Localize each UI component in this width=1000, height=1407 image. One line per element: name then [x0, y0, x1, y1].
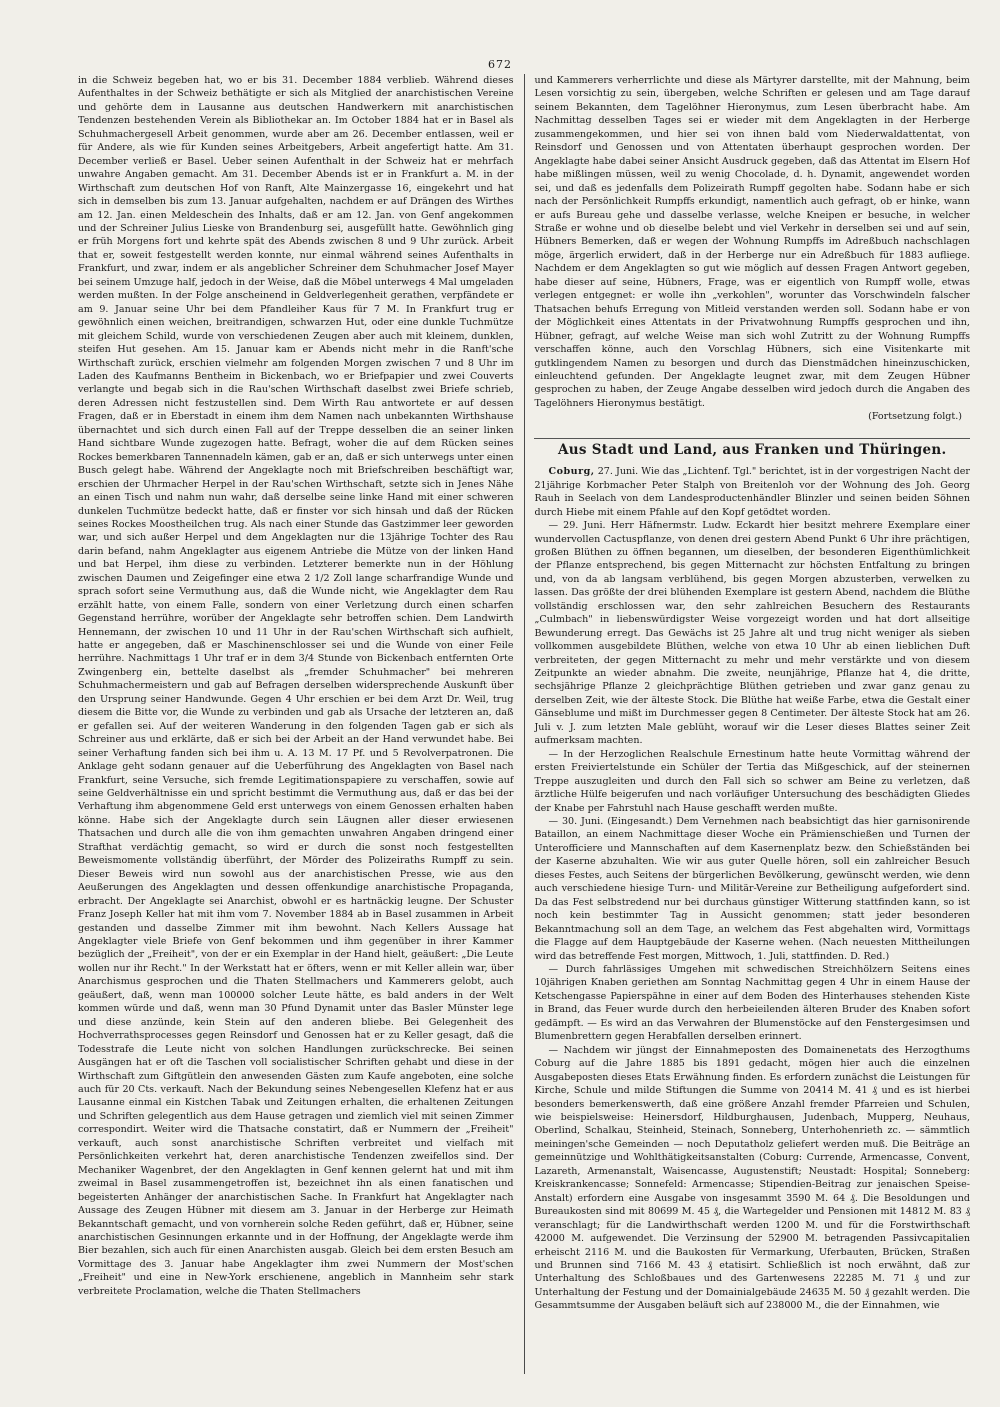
section-heading: Aus Stadt und Land, aus Franken und Thüringen.	[534, 438, 970, 457]
article-coburg	[534, 465, 970, 519]
right-column-continuation: und Kammerers verherrlichte und diese als Märtyrer darstellte, mit der Mahnung, beim Lesen vorsichtig zu sein, übergeben, welche Schriften er gelesen und am Tage darauf seinem Bekannten, dem Tagelöhner Hieronymus, zum Lesen überbracht habe. Am Nachmittag desselben Tages sei er wieder mit dem Angeklagten in der Herberge zusammengekommen, und hier sei von ihnen bald vom Niederwaldattentat, von Reinsdorf und Genossen und von Attentaten überhaupt gesprochen worden. Der Angeklagte habe dabei seiner Ansicht Ausdruck gegeben, daß das Attentat im Elsern Hof habe mißlingen müssen, weil zu wenig Chocolade, d. h. Dynamit, angewendet worden sei, und daß es jedenfalls dem Polizeirath Rumpff gegolten habe. Sodann habe er sich nach der Persönlichkeit Rumpffs erkundigt, namentlich auch gefragt, ob er hinke, wann er aufs Bureau gehe und dasselbe verlasse, welche Kneipen er besuche, in welcher Straße er wohne und ob dieselbe belebt und viel Verkehr in derselben sei und auf sein, Hübners Bemerken, daß er wegen der Wohnung Rumpffs im Adreßbuch nachschlagen möge, ärgerlich erwidert, daß in der Herberge nur ein Adreßbuch für 1883 aufliege. Nachdem er dem Angeklagten so gut wie möglich auf dessen Fragen Antwort gegeben, habe dieser auf seine, Hübners, Frage, was er eigentlich von Rumpff wolle, etwas verlegen entgegnet: er wolle ihn „verkohlen", worunter das Vorschwindeln falscher Thatsachen behufs Erregung von Mitleid verstanden werden soll. Sodann habe er von der Möglichkeit eines Attentats in der Privatwohnung Rumpffs gesprochen und ihn, Hübner, gefragt, auf welche Weise man sich wohl Zutritt zu der Wohnung Rumpffs verschaffen könne, auch den Vorschlag Hübners, sich eine Visitenkarte mit gutklingendem Namen zu besorgen und durch das Dienstmädchen hineinzuschicken, einleuchtend gefunden. Der Angeklagte leugnet zwar, mit dem Zeugen Hübner gesprochen zu haben, der Zeuge Angabe desselben wird jedoch durch die Angaben des Tagelöhners Hieronymus bestätigt.	[534, 75, 970, 409]
left-column	[78, 74, 514, 1374]
article-domain-budget: — Nachdem wir jüngst der Einnahmeposten des Domainenetats des Herzogthums Coburg auf die Jahre 1885 bis 1891 gedacht, mögen hier auch die einzelnen Ausgabeposten dieses Etats Erwähnung finden. Es erfordern zunächst die Leistungen für Kirche, Schule und milde Stiftungen die Summe von 20414 M. 41 ₰ und es ist hierbei besonders bemerkenswerth, daß eine größere Anzahl fremder Pfarreien und Schulen, wie beispielsweise: Heinersdorf, Hildburghausen, Judenbach, Mupperg, Neuhaus, Oberlind, Schalkau, Steinheid, Steinach, Sonneberg, Unterhohenrieth zc. — sämmtlich meiningen'sche Gemeinden — noch Deputatholz geliefert werden muß. Die Beiträge an gemeinnützige und Wohlthätigkeitsanstalten (Coburg: Currende, Armencasse, Convent, Lazareth, Armenanstalt, Waisencasse, Augustenstift; Neustadt: Hospital; Sonneberg: Kreiskrankencasse; Sonnefeld: Armencasse; Stipendien-Beitrag zur jenaischen Speise-Anstalt) erfordern eine Ausgabe von insgesammt 3590 M. 64 ₰. Die Besoldungen und Bureaukosten sind mit 80699 M. 45 ₰, die Wartegelder und Pensionen mit 14812 M. 83 ₰ veranschlagt; für die Landwirthschaft werden 1200 M. und für die Forstwirthschaft 42000 M. aufgewendet. Die Verzinsung der 52900 M. betragenden Passivcapitalien erheischt 2116 M. und die Baukosten für Vermarkung, Uferbauten, Brücken, Straßen und Brunnen sind 7166 M. 43 ₰ etatisirt. Schließlich ist noch erwähnt, daß zur Unterhaltung des Schloßbaues und des Gartenwesens 22285 M. 71 ₰ und zur Unterhaltung der Festung und der Domainialgebäude 24635 M. 50 ₰ gezahlt werden. Die Gesammtsumme der Ausgaben beläuft sich auf 238000 M., die der Einnahmen, wie	[534, 1044, 970, 1312]
to-be-continued-note: (Fortsetzung folgt.)	[868, 411, 962, 423]
left-column-paragraph: in die Schweiz begeben hat, wo er bis 31. December 1884 verblieb. Während dieses Aufenthaltes in der Schweiz bethätigte er sich als Mitglied der anarchistischen Vereine und gehörte dem in Lausanne aus deutschen Handwerkern mit anarchistischen Tendenzen bestehenden Verein als Bibliothekar an. Im October 1884 hat er in Basel als Schuhmachergesell Arbeit genommen, wurde aber am 26. December entlassen, weil er für Andere, als wie für Kunden seines Arbeitgebers, Arbeit angefertigt hatte. Am 31. December verließ er Basel. Ueber seinen Aufenthalt in der Schweiz hat er mehrfach unwahre Angaben gemacht. Am 31. December Abends ist er in Frankfurt a. M. in der Wirthschaft zum deutschen Hof von Ranft, Alte Mainzergasse 16, eingekehrt und hat sich in demselben bis zum 13. Januar aufgehalten, nachdem er auf Drängen des Wirthes am 12. Jan. einen Meldeschein des Inhalts, daß er am 12. Jan. von Genf angekommen und der Schreiner Julius Lieske von Brandenburg sei, ausgefüllt hatte. Gewöhnlich ging er früh Morgens fort und kehrte spät des Abends zwischen 8 und 9 Uhr zurück. Arbeit that er, soweit festgestellt werden konnte, nur einmal während seines Aufenthalts in Frankfurt, und zwar, indem er als angeblicher Schreiner dem Schuhmacher Josef Mayer bei seinem Umzuge half, jedoch in der Weise, daß die Möbel unterwegs 4 Mal umgeladen werden mußten. In der Folge anscheinend in Geldverlegenheit gerathen, verpfändete er am 9. Januar seine Uhr bei dem Pfandleiher Kaus für 7 M. In Frankfurt trug er gewöhnlich einen weichen, breitrandigen, schwarzen Hut, oder eine dunkle Tuchmütze mit gleichem Schild, wurde von verschiedenen Zeugen aber auch mit kleinem, dunklen, steifen Hut gesehen. Am 15. Januar kam er Abends nicht mehr in die Ranft'sche Wirthschaft zurück, erschien vielmehr am folgenden Morgen zwischen 7 und 8 Uhr im Laden des Kaufmanns Bentheim in Bickenbach, wo er Briefpapier und zwei Couverts verlangte und begab sich in die Rau'schen Wirthschaft daselbst zwei Briefe schrieb, deren Adressen nicht festzustellen sind. Dem Wirth Rau antwortete er auf dessen Fragen, daß er in Eberstadt in einem ihm dem Namen nach unbekannten Wirthshause übernachtet und sich durch einen Fall auf der Treppe desselben die an seiner linken Hand sichtbare Wunde zugezogen hatte. Befragt, woher die auf dem Rücken seines Rockes bemerkbaren Tannennadeln kämen, gab er an, daß er sich unterwegs unter einen Busch gelegt habe. Während der Angeklagte noch mit Briefschreiben beschäftigt war, erschien der Uhrmacher Herpel in der Rau'schen Wirthschaft, setzte sich in Jenes Nähe an einen Tisch und nahm nun wahr, daß derselbe seine linke Hand mit einer schweren dunkelen Tuchmütze bedeckt hatte, daß er finster vor sich hinsah und daß der Rücken seines Rockes Moostheilchen trug. Als nach einer Stunde das Gastzimmer leer geworden war, und sich außer Herpel und dem Angeklagten nur die 13jährige Tochter des Rau darin befand, nahm Angeklagter aus eigenem Antriebe die Mütze von der linken Hand und bat Herpel, ihm diese zu verbinden. Letzterer bemerkte nun in der Höhlung zwischen Daumen und Zeigefinger eine etwa 2 1/2 Zoll lange scharfrandige Wunde und sprach sofort seine Vermuthung aus, daß die Wunde nicht, wie Angeklagter dem Rau erzählt hatte, von einem Falle, sondern von einer Verletzung durch einen scharfen Gegenstand herrühre, worüber der Angeklagte sehr betroffen schien. Dem Landwirth Hennemann, der zwischen 10 und 11 Uhr in der Rau'schen Wirthschaft sich aufhielt, hatte er angegeben, daß er Maschinenschlosser sei und die Wunde von einer Feile herrühre. Nachmittags 1 Uhr traf er in dem 3/4 Stunde von Bickenbach entfernten Orte Zwingenberg ein, bettelte daselbst als „fremder Schuhmacher" bei mehreren Schuhmachermeistern und gab auf Befragen derselben widersprechende Auskunft über den Ursprung seiner Handwunde. Gegen 4 Uhr erschien er bei dem Arzt Dr. Weil, trug diesem die Bitte vor, die Wunde zu verbinden und gab als Ursache der letzteren an, daß er gefallen sei. Auf der weiteren Wanderung in den folgenden Tagen gab er sich als Schreiner aus und erklärte, daß er sich bei der Arbeit an der Hand verwundet habe. Bei seiner Verhaftung fanden sich bei ihm u. A. 13 M. 17 Pf. und 5 Revolverpatronen. Die Anklage geht sodann genauer auf die Ueberführung des Angeklagten von Basel nach Frankfurt, seine Versuche, sich fremde Legitimationspapiere zu verschaffen, sowie auf seine Geldverhältnisse ein und spricht bestimmt die Vermuthung aus, daß er das bei der Verhaftung ihm abgenommene Geld erst unterwegs von einem Genossen erhalten haben könne. Habe sich der Angeklagte durch sein Läugnen aller dieser erwiesenen Thatsachen und durch alle die von ihm gemachten unwahren Angaben dringend einer Strafthat verdächtig gemacht, so wird er durch die sonst noch festgestellten Beweismomente vollständig überführt, der Mörder des Polizeiraths Rumpff zu sein. Dieser Beweis wird nun sowohl aus der anarchistischen Presse, wie aus den Aeußerungen des Angeklagten und dessen offenkundige anarchistische Propaganda, erbracht. Der Angeklagte sei Anarchist, obwohl er es hartnäckig leugne. Der Schuster Franz Joseph Keller hat mit ihm vom 7. November 1884 ab in Basel zusammen in Arbeit gestanden und dasselbe Zimmer mit ihm bewohnt. Nach Kellers Aussage hat Angeklagter viele Briefe von Genf bekommen und ihm gegenüber in ihrer Kammer bezüglich der „Freiheit", von der er ein Exemplar in der Hand hielt, geäußert: „Die Leute wollen nur ihr Recht." In der Werkstatt hat er öfters, wenn er mit Keller allein war, über Anarchismus gesprochen und die Thaten Stellmachers und Kammerers gelobt, auch geäußert, daß, wenn man 100000 solcher Leute hätte, es bald anders in der Welt kommen würde und daß, wenn man 30 Pfund Dynamit unter das Basler Münster lege und diese anzünde, kein Stein auf den anderen bliebe. Bei Gelegenheit des Hochverrathsprocesses gegen Reinsdorf und Genossen hat er zu Keller gesagt, daß die Todesstrafe die Leute nicht von solchen Handlungen zurückschrecke. Bei seinen Ausgängen hat er oft die Taschen voll socialistischer Schriften gehabt und diese in der Wirthschaft zum Giftgütlein den anwesenden Gästen zum Kaufe angeboten, eine solche auch für 20 Cts. verkauft. Nach der Bekundung seines Nebengesellen Klefenz hat er aus Lausanne einmal ein Kistchen Tabak und Zeitungen erhalten, die erhaltenen Zeitungen und Schriften gelegentlich aus dem Hause getragen und ziemlich viel mit seinen Zimmer correspondirt. Weiter wird die Thatsache constatirt, daß er Nummern der „Freiheit" verkauft, auch sonst anarchistische Schriften verbreitet und vielfach mit Persönlichkeiten verkehrt hat, deren anarchistische Tendenzen zweifellos sind. Der Mechaniker Wagenbret, der den Angeklagten in Genf kennen gelernt hat und mit ihm zweimal in Basel zusammengetroffen ist, bezeichnet ihn als einen fanatischen und begeisterten Anhänger der anarchistischen Sache. In Frankfurt hat Angeklagter nach Aussage des Zeugen Hübner mit diesem am 3. Januar in der Herberge zur Heimath Bekanntschaft gemacht, und von vornherein solche Reden geführt, daß er, Hübner, seine anarchistischen Gesinnungen erkannte und in der Hoffnung, der Angeklagte werde ihm Bier bezahlen, sich auch für einen Anarchisten ausgab. Gleich bei dem ersten Besuch am Vormittage des 3. Januar habe Angeklagter ihm zwei Nummern der Most'schen „Freiheit" und eine in New-York erschienene, angeblich in Mannheim sehr stark verbreitete Proclamation, welche die Thaten Stellmachers	[78, 75, 514, 1297]
article-cactus: — 29. Juni. Herr Häfnermstr. Ludw. Eckardt hier besitzt mehrere Exemplare einer wundervollen Cactuspflanze, von denen drei gestern Abend Punkt 6 Uhr ihre prächtigen, großen Blüthen zu öffnen begannen, um dieselben, der besonderen Eigenthümlichkeit der Pflanze entsprechend, bis gegen Mitternacht zur höchsten Entfaltung zu bringen und, von da ab langsam verblühend, bis gegen Morgen abzusterben, verwelken zu lassen. Das größte der drei blühenden Exemplare ist gestern Abend, nachdem die Blüthe vollständig erschlossen war, den sehr zahlreichen Besuchern des Restaurants „Culmbach" in liebenswürdigster Weise vorgezeigt worden und hat dort allseitige Bewunderung erregt. Das Gewächs ist 25 Jahre alt und trug nicht weniger als sieben vollkommen ausgebildete Blüthen, welche von etwa 10 Uhr ab einen lieblichen Duft verbreiteten, der gegen Mitternacht zu mehr und mehr verstärkte und von diesem Zeitpunkte an wieder abnahm. Die zweite, neunjährige, Pflanze hat 4, die dritte, sechsjährige Pflanze 2 gleichprächtige Blüthen getrieben und zwar ganz genau zu derselben Zeit, wie der älteste Stock. Die Blüthe hat weiße Farbe, etwa die Gestalt einer Gänseblume und mißt im Durchmesser gegen 8 Centimeter. Der älteste Stock hat am 26. Juli v. J. zum letzten Male geblüht, worauf wir die Leser dieses Blattes seiner Zeit aufmerksam machten.	[534, 520, 970, 747]
text-columns	[78, 74, 970, 1374]
right-column	[534, 74, 970, 1374]
column-divider	[524, 74, 525, 1374]
article-text: 27. Juni. Wie das „Lichtenf. Tgl." berichtet, ist in der vorgestrigen Nacht der 21jährige Korbmacher Peter Stalph von Breitenloh vor der Wohnung des Joh. Georg Rauh in Seelach von dem Landesproductenhändler Blinzler und seinen beiden Söhnen durch Hiebe mit einem Pfahle auf den Kopf getödtet worden.	[534, 466, 970, 518]
article-realschule: — In der Herzoglichen Realschule Ernestinum hatte heute Vormittag während der ersten Freiviertelstunde ein Schüler der Tertia das Mißgeschick, auf der steinernen Treppe auszugleiten und durch den Fall sich so schwer am Beine zu verletzen, daß ärztliche Hülfe beigerufen und nach vorläufiger Untersuchung des beschädigten Gliedes der Knabe per Fahrstuhl nach Hause geschafft werden mußte.	[534, 748, 970, 814]
article-fire: — Durch fahrlässiges Umgehen mit schwedischen Streichhölzern Seitens eines 10jährigen Knaben geriethen am Sonntag Nachmittag gegen 4 Uhr in einem Hause der Ketschengasse Papierspähne in einer auf dem Boden des Hinterhauses stehenden Kiste in Brand, das Feuer wurde durch den herbeieilenden älteren Bruder des Knaben sofort gedämpft. — Es wird an das Verwahren der Blumenstöcke auf den Fenstergesimsen und Blumenbrettern gegen Herabfallen derselben erinnert.	[534, 964, 970, 1043]
page-number: 672	[488, 58, 512, 71]
article-battalion-fest: — 30. Juni. (Eingesandt.) Dem Vernehmen nach beabsichtigt das hier garnisonirende Bataillon, an einem Nachmittage dieser Woche ein Prämienschießen und Turnen der Unterofficiere und Mannschaften auf dem Kasernenplatz bezw. den Schießständen bei der Kaserne abzuhalten. Wie wir aus guter Quelle hören, soll ein zahlreicher Besuch dieses Festes, auch Seitens der bürgerlichen Bevölkerung, gewünscht werden, wie denn auch verschiedene hiesige Turn- und Militär-Vereine zur Betheiligung aufgefordert sind. Da das Fest selbstredend nur bei durchaus günstiger Witterung stattfinden kann, so ist noch kein bestimmter Tag in Aussicht genommen; statt jeder besonderen Bekanntmachung soll an dem Tage, an welchem das Fest abgehalten wird, Vormittags die Flagge auf dem Hauptgebäude der Kaserne wehen. (Nach neuesten Mittheilungen wird das betreffende Fest morgen, Mittwoch, 1. Juli, stattfinden. D. Red.)	[534, 816, 970, 962]
article-place: Coburg,	[548, 466, 595, 478]
